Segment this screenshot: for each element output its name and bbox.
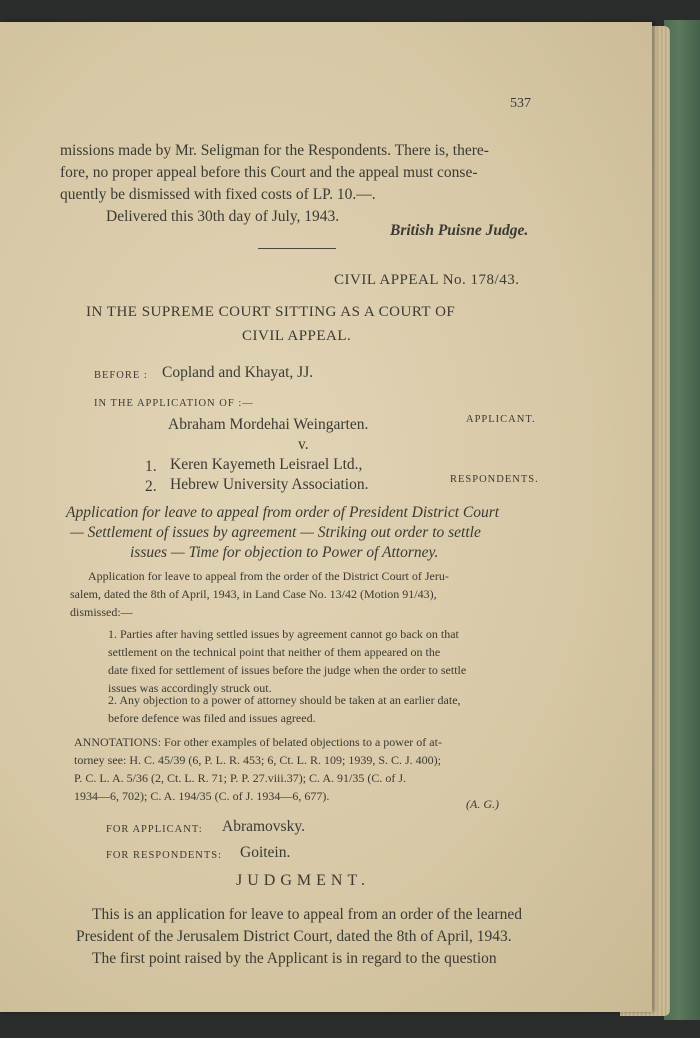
respondents-counsel: Goitein. xyxy=(240,844,291,861)
respondents-counsel-label: FOR RESPONDENTS: xyxy=(106,850,223,861)
opening-line-1: missions made by Mr. Seligman for the Respondents. There is, there- xyxy=(60,142,489,159)
before-value: Copland and Khayat, JJ. xyxy=(162,364,314,381)
applicant-counsel-label: FOR APPLICANT: xyxy=(106,824,203,835)
annotations-line-2: torney see: H. C. 45/39 (6, P. L. R. 453; 6, Ct. L. R. 109; 1939, S. C. J. 400); xyxy=(74,753,442,767)
section-divider xyxy=(258,248,336,249)
opening-line-2: fore, no proper appeal before this Court and the appeal must conse- xyxy=(60,164,478,181)
point-1-line-3: date fixed for settlement of issues before the judge when the order to settle xyxy=(108,663,467,677)
point-1-line-4: issues was accordingly struck out. xyxy=(108,681,272,695)
annotations-line-1: ANNOTATIONS: For other examples of belated objections to a power of at- xyxy=(74,735,442,749)
point-2-line-1: 2. Any objection to a power of attorney should be taken at an earlier date, xyxy=(108,693,461,707)
court-title-line-1: IN THE SUPREME COURT SITTING AS A COURT OF xyxy=(86,304,456,320)
headnote-line-3: issues — Time for objection to Power of Attorney. xyxy=(130,544,439,561)
summary-line-1: Application for leave to appeal from the order of the District Court of Jeru- xyxy=(88,569,449,583)
judgment-line-3: The first point raised by the Applicant is in regard to the question xyxy=(92,950,497,967)
respondent-1-number: 1. xyxy=(145,458,157,475)
headnote-line-1: Application for leave to appeal from order of President District Court xyxy=(66,504,500,521)
summary-line-2: salem, dated the 8th of April, 1943, in Land Case No. 13/42 (Motion 91/43), xyxy=(70,587,437,601)
case-number: CIVIL APPEAL No. 178/43. xyxy=(334,272,520,288)
annotations-initials: (A. G.) xyxy=(466,797,499,811)
respondent-2-number: 2. xyxy=(145,478,157,495)
versus: v. xyxy=(298,436,309,453)
annotations-line-3: P. C. L. A. 5/36 (2, Ct. L. R. 71; P. P. 27.viii.37); C. A. 91/35 (C. of J. xyxy=(74,771,407,785)
application-label: IN THE APPLICATION OF :— xyxy=(94,398,254,409)
page-number: 537 xyxy=(510,96,531,111)
before-label: BEFORE : xyxy=(94,370,148,381)
point-1-line-1: 1. Parties after having settled issues by agreement cannot go back on that xyxy=(108,627,459,641)
judge-signature: British Puisne Judge. xyxy=(390,222,529,239)
judgment-line-1: This is an application for leave to appeal from an order of the learned xyxy=(92,906,522,923)
applicant-name: Abraham Mordehai Weingarten. xyxy=(168,416,369,433)
applicant-counsel: Abramovsky. xyxy=(222,818,305,835)
respondent-1: Keren Kayemeth Leisrael Ltd., xyxy=(170,456,363,473)
judgment-heading: JUDGMENT. xyxy=(236,872,371,889)
summary-line-3: dismissed:— xyxy=(70,605,133,619)
annotations-line-4: 1934—6, 702); C. A. 194/35 (C. of J. 1934—6, 677). xyxy=(74,789,330,803)
respondent-2: Hebrew University Association. xyxy=(170,476,369,493)
headnote-line-2: — Settlement of issues by agreement — Striking out order to settle xyxy=(70,524,481,541)
respondents-role: RESPONDENTS. xyxy=(450,474,539,485)
point-2-line-2: before defence was filed and issues agreed. xyxy=(108,711,316,725)
applicant-role: APPLICANT. xyxy=(466,414,536,425)
book-page xyxy=(0,22,652,1012)
point-1-line-2: settlement on the technical point that neither of them appeared on the xyxy=(108,645,441,659)
court-title-line-2: CIVIL APPEAL. xyxy=(242,328,352,344)
delivered-line: Delivered this 30th day of July, 1943. xyxy=(106,208,340,225)
opening-line-3: quently be dismissed with fixed costs of LP. 10.—. xyxy=(60,186,376,203)
judgment-line-2: President of the Jerusalem District Court, dated the 8th of April, 1943. xyxy=(76,928,512,945)
